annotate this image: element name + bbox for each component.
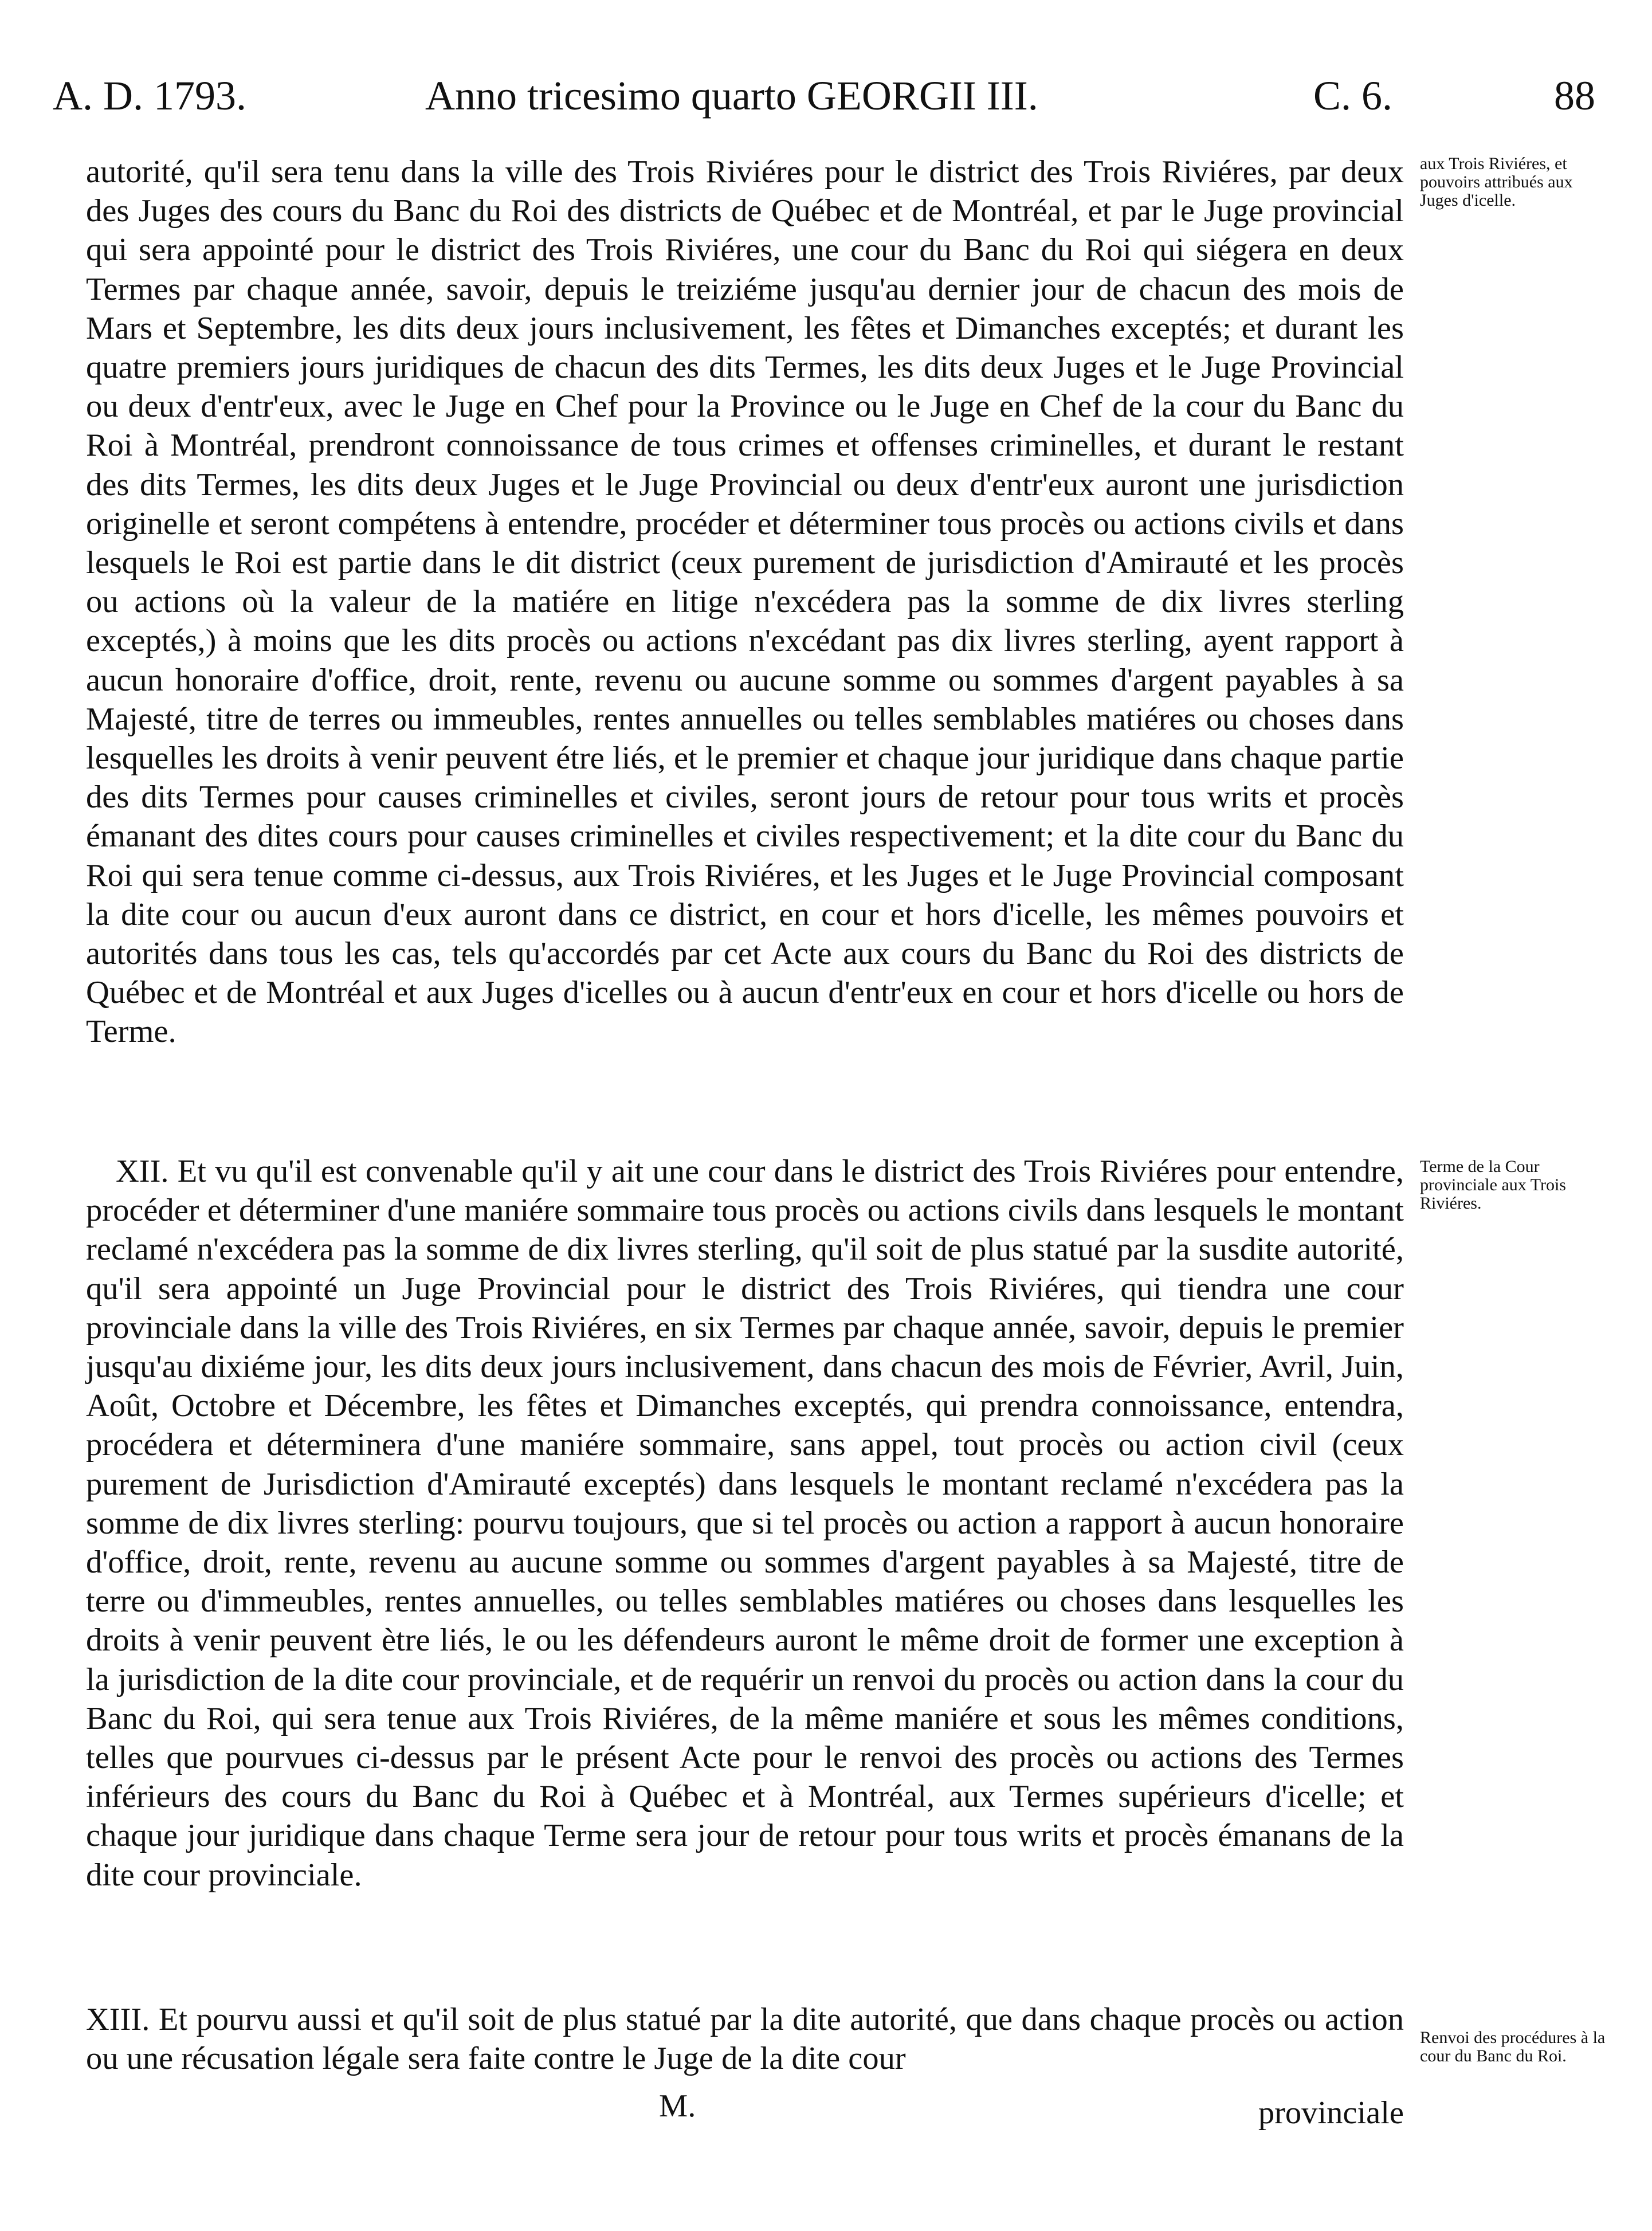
marginal-note: aux Trois Riviéres, et pouvoirs attribués aux Juges d'icelle.: [1420, 154, 1573, 210]
marginal-note: Terme de la Cour provinciale aux Trois Riviéres.: [1420, 1157, 1566, 1213]
header-title: Anno tricesimo quarto GEORGII III.: [425, 73, 1038, 119]
section-xii: [86, 1152, 1404, 1895]
paragraph-text: XIII. Et pourvu aussi et qu'il soit de plus statué par la dite autorité, que dans chaque procès ou action ou une récusation légale sera faite contre le Juge de la dite cour: [86, 2002, 1404, 2077]
signature-mark: M.: [659, 2088, 696, 2124]
paragraph-text: autorité, qu'il sera tenu dans la ville des Trois Riviéres pour le district des Trois Riviéres, par deux des Juges des cours du Banc du Roi des districts de Québec et de Montréal, et par le Juge provincial qui sera appointé pour le district des Trois Riviéres, une cour du Banc du Roi qui siégera en deux Termes par chaque année, savoir, depuis le treiziéme jusqu'au dernier jour de chacun des mois de Mars et Septembre, les dits deux jours inclusivement, les fêtes et Dimanches exceptés; et durant les quatre premiers jours juridiques de chacun des dits Termes, les dits deux Juges et le Juge Provincial ou deux d'entr'eux, avec le Juge en Chef pour la Province ou le Juge en Chef de la cour du Banc du Roi à Montréal, prendront connoissance de tous crimes et offenses criminelles, et durant le restant des dits Termes, les dits deux Juges et le Juge Provincial ou deux d'entr'eux auront une jurisdiction originelle et seront compétens à entendre, procéder et déterminer tous procès ou actions civils et dans lesquels le Roi est partie dans le dit district (ceux purement de jurisdiction d'Amirauté et les procès ou actions où la valeur de la matiére en litige n'excédera pas la somme de dix livres sterling exceptés,) à moins que les dits procès ou actions n'excédant pas dix livres sterling, ayent rapport à aucun honoraire d'office, droit, rente, revenu ou aucune somme ou sommes d'argent payables à sa Majesté, titre de terres ou immeubles, rentes annuelles ou telles semblables matiéres ou choses dans lesquelles les droits à venir peuvent étre liés, et le premier et chaque jour juridique dans chaque partie des dits Termes pour causes criminelles et civiles, seront jours de retour pour tous writs et procès émanant des dites cours pour causes criminelles et civiles respectivement; et la dite cour du Banc du Roi qui sera tenue comme ci-dessus, aux Trois Riviéres, et les Juges et le Juge Provincial composant la dite cour ou aucun d'eux auront dans ce district, en cour et hors d'icelle, les mêmes pouvoirs et autorités dans tous les cas, tels qu'accordés par cet Acte aux cours du Banc du Roi des districts de Québec et de Montréal et aux Juges d'icelles ou à aucun d'entr'eux en cour et hors d'icelle ou hors de Terme.: [86, 154, 1404, 1050]
page-number: 88: [1554, 73, 1595, 119]
header-chapter: C. 6.: [1313, 73, 1393, 119]
paragraph-text: XII. Et vu qu'il est convenable qu'il y ait une cour dans le district des Trois Riviéres pour entendre, procéder et déterminer d'une maniére sommaire tous procès ou actions civils dans lesquels le montant reclamé n'excédera pas la somme de dix livres sterling, qu'il soit de plus statué par la susdite autorité, qu'il sera appointé un Juge Provincial pour le district des Trois Riviéres, qui tiendra une cour provinciale dans la ville des Trois Riviéres, en six Termes par chaque année, savoir, depuis le premier jusqu'au dixiéme jour, les dits deux jours inclusivement, dans chacun des mois de Février, Avril, Juin, Août, Octobre et Décembre, les fêtes et Dimanches exceptés, qui prendra connoissance, entendra, procédera et déterminera d'une maniére sommaire, sans appel, tout procès ou action civil (ceux purement de Jurisdiction d'Amirauté exceptés) dans lesquels le montant reclamé n'excédera pas la somme de dix livres sterling: pourvu toujours, que si tel procès ou action a rapport à aucun honoraire d'office, droit, rente, revenu au aucune somme ou sommes d'argent payables à sa Majesté, titre de terre ou d'immeubles, rentes annuelles, ou telles semblables matiéres ou choses dans lesquelles les droits à venir peuvent ètre liés, le ou les défendeurs auront le même droit de former une exception à la jurisdiction de la dite cour provinciale, et de requérir un renvoi du procès ou action dans la cour du Banc du Roi, qui sera tenue aux Trois Riviéres, de la même maniére et sous les mêmes conditions, telles que pourvues ci-dessus par le présent Acte pour le renvoi des procès ou actions des Termes inférieurs des cours du Banc du Roi à Québec et à Montréal, aux Termes supérieurs d'icelle; et chaque jour juridique dans chaque Terme sera jour de retour pour tous writs et procès émanans de la dite cour provinciale.: [86, 1154, 1404, 1893]
catchword: provinciale: [1258, 2095, 1404, 2131]
page-footer: [86, 2086, 1404, 2132]
header-date: A. D. 1793.: [53, 73, 246, 119]
running-header: [53, 64, 1611, 127]
marginal-note: Renvoi des procédures à la cour du Banc du Roi.: [1420, 2028, 1606, 2065]
section-xiii: [86, 2000, 1404, 2078]
section-continuation: [86, 152, 1404, 1052]
